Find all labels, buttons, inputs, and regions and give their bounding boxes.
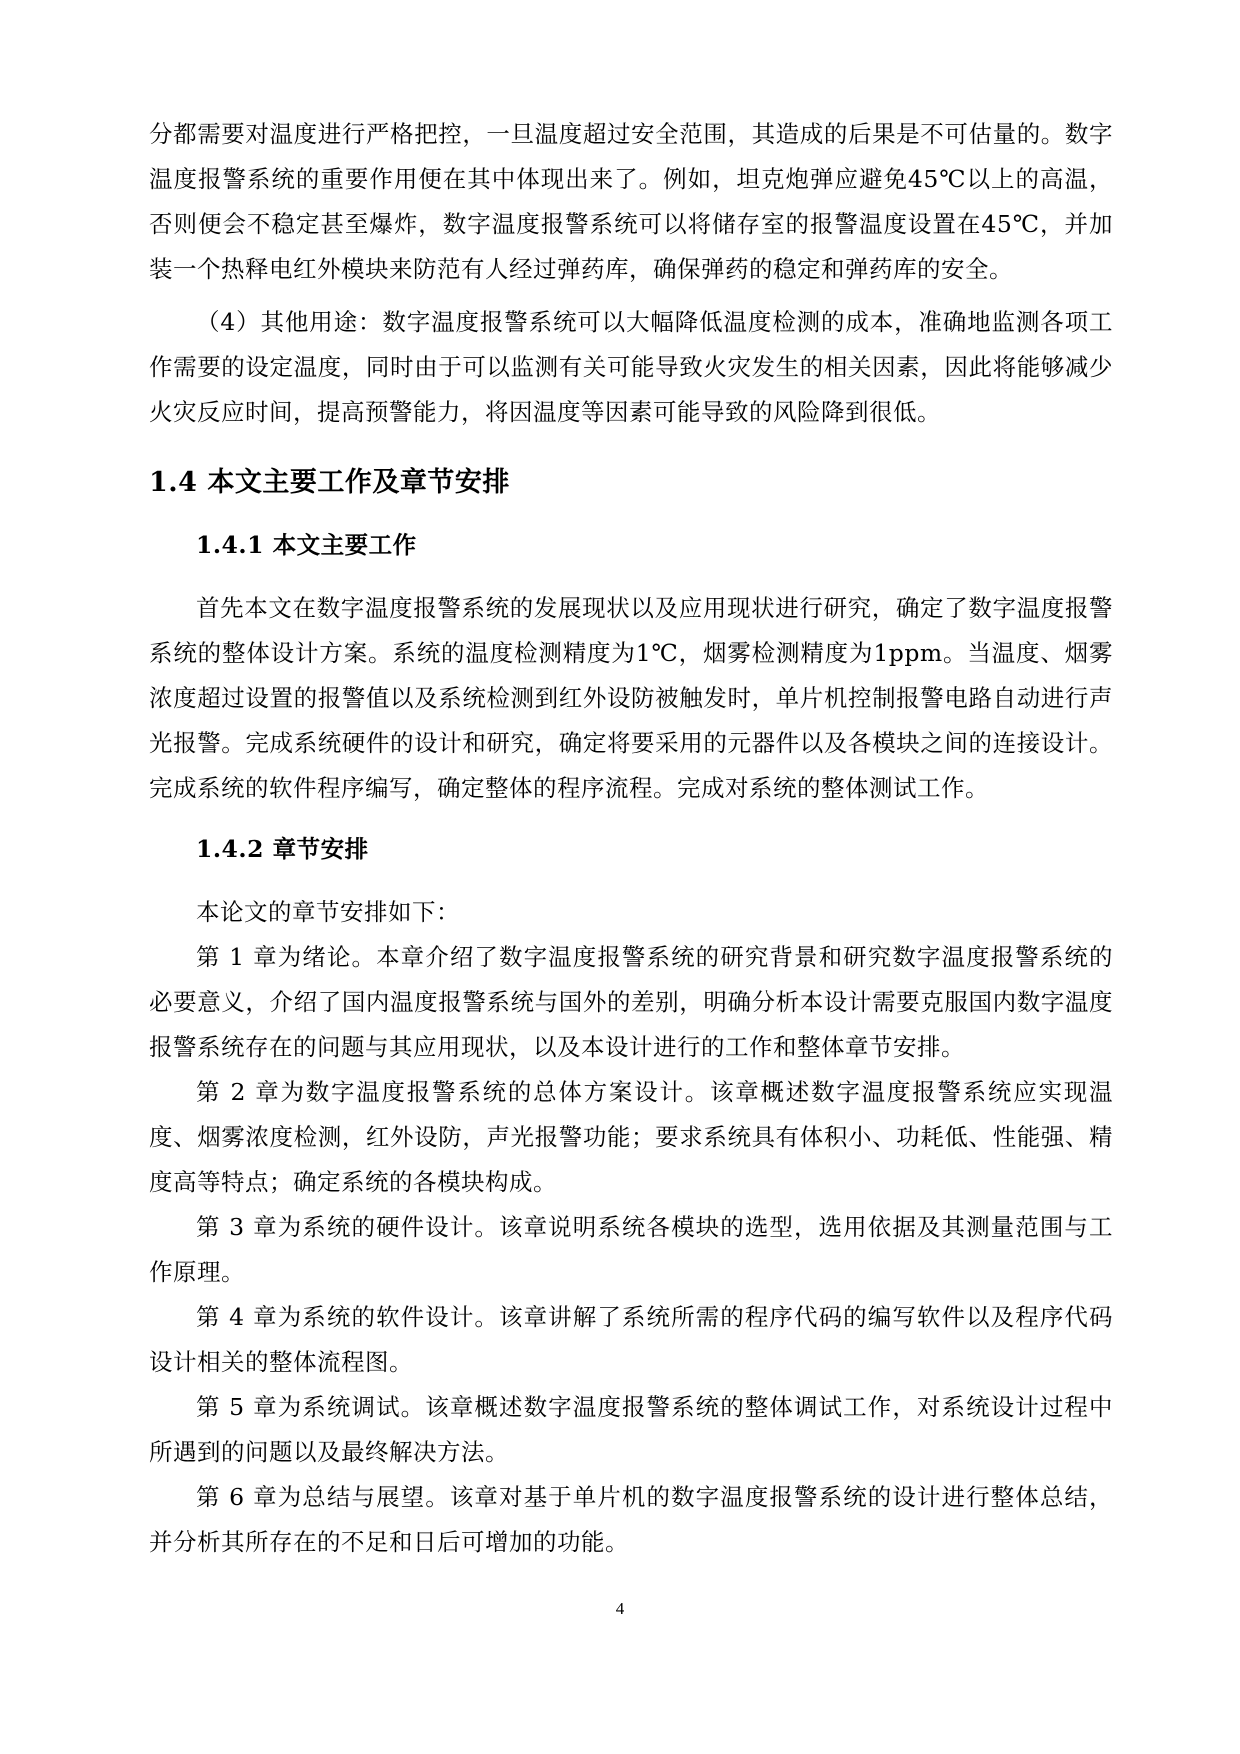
chapter-item: 第 3 章为系统的硬件设计。该章说明系统各模块的选型，选用依据及其测量范围与工作原理。 <box>149 1213 1113 1286</box>
section-heading: 1.4 本文主要工作及章节安排 <box>149 467 510 498</box>
intro-continuation-paragraph: 分都需要对温度进行严格把控，一旦温度超过安全范围，其造成的后果是不可估量的。数字温度报警系统的重要作用便在其中体现出来了。例如，坦克炮弹应避免45℃以上的高温，否则便会不稳定甚至爆炸，数字温度报警系统可以将储存室的报警温度设置在45℃，并加装一个热释电红外模块来防范有人经过弹药库，确保弹药的稳定和弹药库的安全。 <box>149 120 1113 283</box>
chapter-item: 第 2 章为数字温度报警系统的总体方案设计。该章概述数字温度报警系统应实现温度、烟雾浓度检测，红外设防，声光报警功能；要求系统具有体积小、功耗低、性能强、精度高等特点；确定系统的各模块构成。 <box>149 1078 1113 1196</box>
chapter-item: 第 5 章为系统调试。该章概述数字温度报警系统的整体调试工作，对系统设计过程中所遇到的问题以及最终解决方法。 <box>149 1393 1113 1466</box>
page-number: 4 <box>615 1599 625 1618</box>
main-work-paragraph: 首先本文在数字温度报警系统的发展现状以及应用现状进行研究，确定了数字温度报警系统的整体设计方案。系统的温度检测精度为1℃，烟雾检测精度为1ppm。当温度、烟雾浓度超过设置的报警值以及系统检测到红外设防被触发时，单片机控制报警电路自动进行声光报警。完成系统硬件的设计和研究，确定将要采用的元器件以及各模块之间的连接设计。完成系统的软件程序编写，确定整体的程序流程。完成对系统的整体测试工作。 <box>149 594 1113 802</box>
subsection-heading-main-work: 1.4.1 本文主要工作 <box>196 531 417 559</box>
page-content <box>149 112 1113 1565</box>
chapter-item: 第 6 章为总结与展望。该章对基于单片机的数字温度报警系统的设计进行整体总结，并分析其所存在的不足和日后可增加的功能。 <box>149 1483 1113 1556</box>
chapter-arrangement-intro: 本论文的章节安排如下： <box>196 898 460 926</box>
chapter-item: 第 1 章为绪论。本章介绍了数字温度报警系统的研究背景和研究数字温度报警系统的必要意义，介绍了国内温度报警系统与国外的差别，明确分析本设计需要克服国内数字温度报警系统存在的问题与其应用现状，以及本设计进行的工作和整体章节安排。 <box>149 943 1113 1061</box>
subsection-heading-chapter-arrangement: 1.4.2 章节安排 <box>196 835 369 863</box>
chapter-item: 第 4 章为系统的软件设计。该章讲解了系统所需的程序代码的编写软件以及程序代码设计相关的整体流程图。 <box>149 1303 1113 1376</box>
other-uses-paragraph: （4）其他用途：数字温度报警系统可以大幅降低温度检测的成本，准确地监测各项工作需要的设定温度，同时由于可以监测有关可能导致火灾发生的相关因素，因此将能够减少火灾反应时间，提高预警能力，将因温度等因素可能导致的风险降到很低。 <box>149 308 1113 426</box>
